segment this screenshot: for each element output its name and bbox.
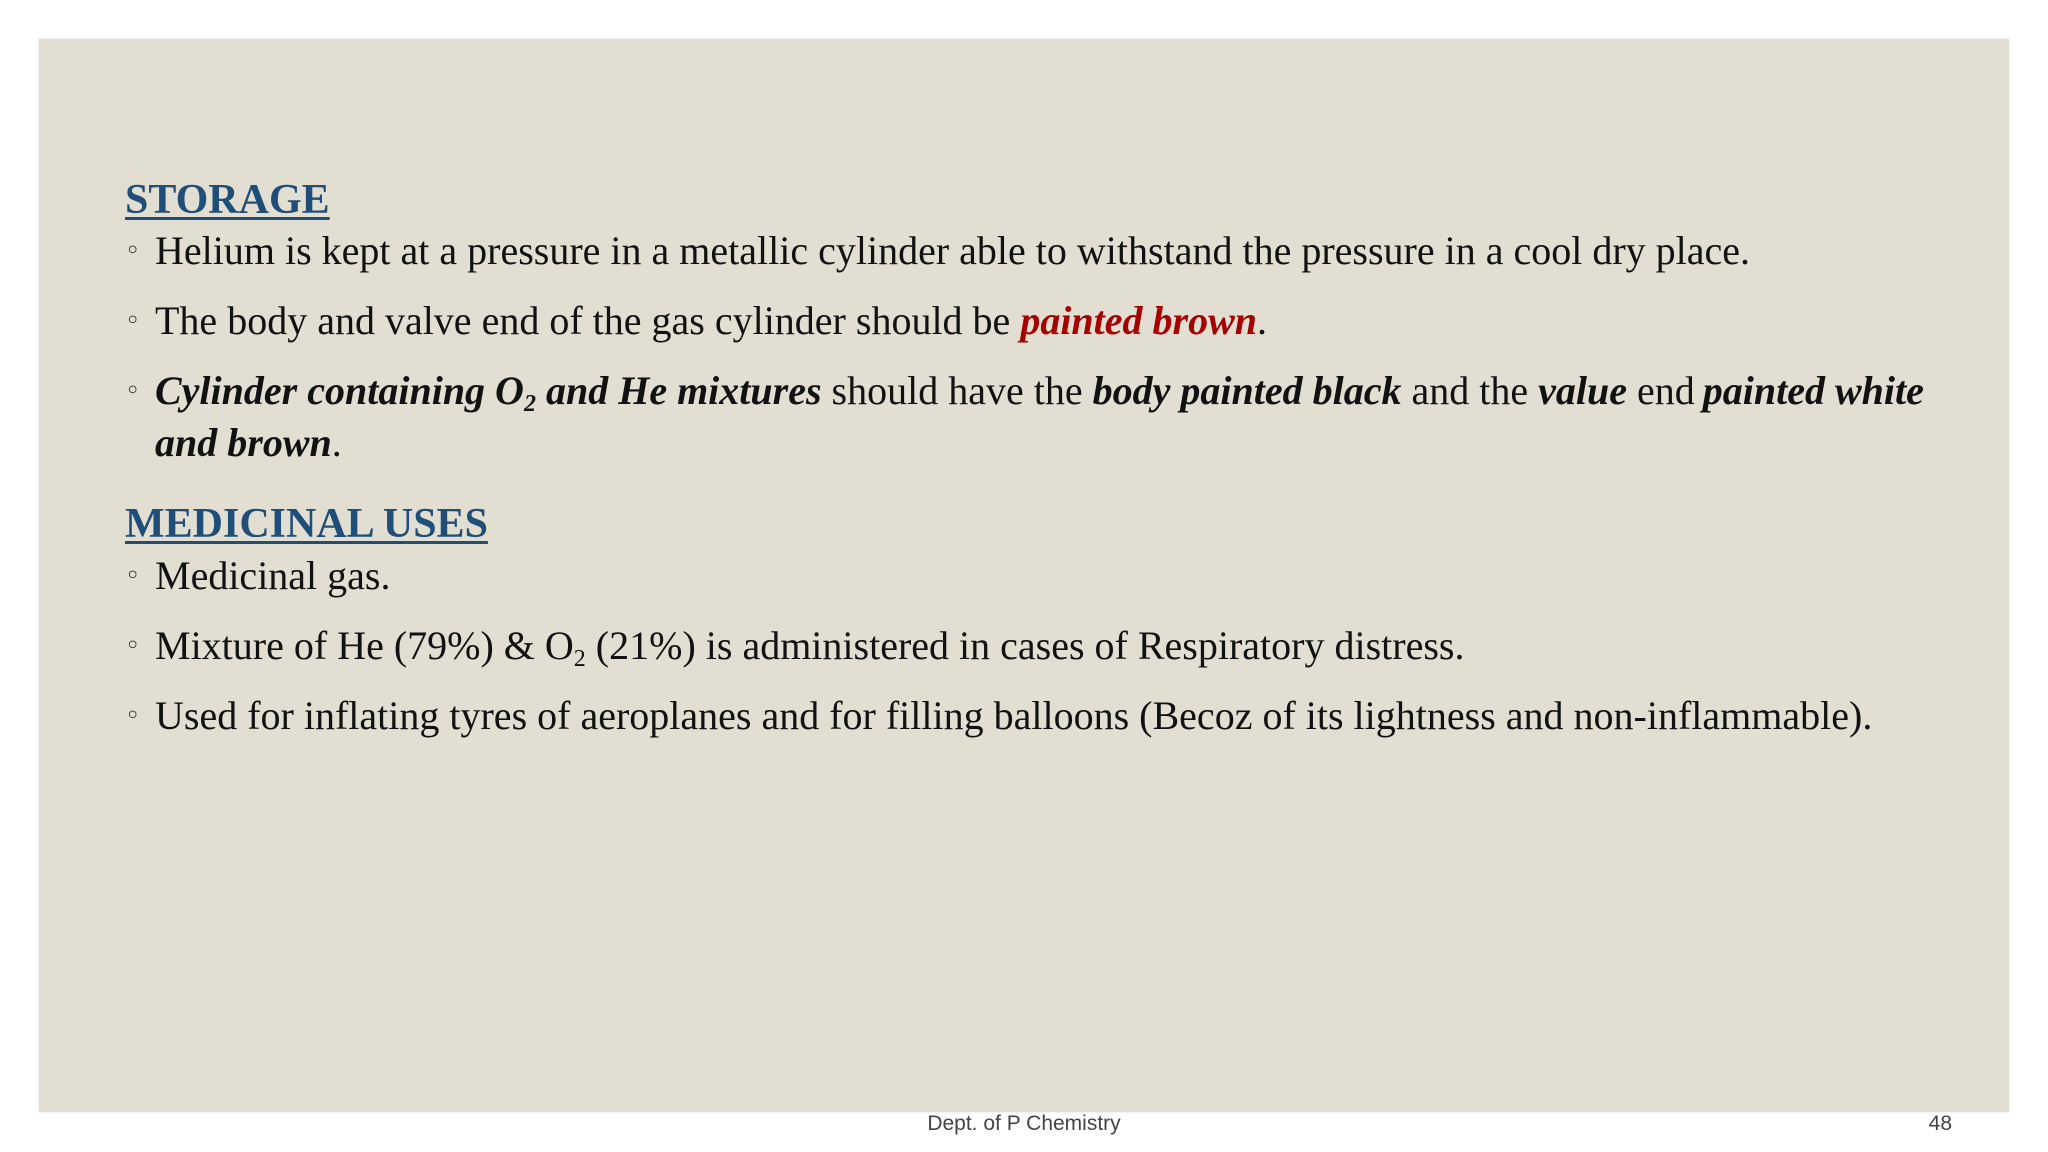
storage-heading: STORAGE xyxy=(125,177,330,223)
storage-bullet-3-part2: and He mixtures xyxy=(535,368,822,414)
bullet-circle-icon: ◦ xyxy=(125,236,141,267)
uses-bullet-1-text: Medicinal gas. xyxy=(155,552,391,598)
uses-bullet-2-part1: Mixture of He (79%) & O xyxy=(155,622,574,668)
storage-bullet-2 xyxy=(125,295,1925,347)
medicinal-uses-heading: MEDICINAL USES xyxy=(125,501,488,548)
uses-bullet-2-subscript: 2 xyxy=(573,645,586,672)
slide-content xyxy=(125,175,1925,760)
storage-bullet-3-subscript: 2 xyxy=(523,391,536,418)
bullet-circle-icon: ◦ xyxy=(125,630,141,661)
storage-bullet-2-text: The body and valve end of the gas cylinder should be xyxy=(155,298,1021,344)
uses-bullet-1 xyxy=(125,550,1925,602)
uses-bullet-2 xyxy=(125,620,1925,672)
storage-bullet-3-part1: Cylinder containing O xyxy=(155,368,524,414)
uses-bullet-3-text: Used for inflating tyres of aeroplanes and for filling balloons (Becoz of its lightness and non-inflammable). xyxy=(155,692,1873,738)
storage-bullet-1-text: Helium is kept at a pressure in a metallic cylinder able to withstand the pressure in a cool dry place. xyxy=(155,228,1751,274)
storage-bullet-3-part8: painted white and brown xyxy=(155,368,1924,466)
footer-department: Dept. of P Chemistry xyxy=(927,1112,1121,1135)
storage-bullet-3-part3: should have the xyxy=(821,368,1093,414)
bullet-circle-icon: ◦ xyxy=(125,306,141,337)
storage-bullet-3-part5: and the xyxy=(1401,368,1539,414)
storage-bullet-3-part6: value xyxy=(1538,368,1627,414)
storage-bullet-2-emphasis: painted brown xyxy=(1020,298,1258,344)
storage-bullet-list xyxy=(125,225,1925,469)
storage-bullet-3-part7: end xyxy=(1626,368,1705,414)
bullet-circle-icon: ◦ xyxy=(125,700,141,731)
storage-bullet-2-end: . xyxy=(1257,298,1268,344)
storage-bullet-3-part9: . xyxy=(331,420,342,466)
storage-bullet-3 xyxy=(125,365,1925,469)
uses-bullet-3 xyxy=(125,690,1925,742)
storage-bullet-3-part4: body painted black xyxy=(1092,368,1402,414)
medicinal-uses-section xyxy=(125,499,1925,741)
uses-bullet-2-part2: (21%) is administered in cases of Respiratory distress. xyxy=(585,622,1465,668)
slide xyxy=(39,39,2009,1135)
slide-page-number: 48 xyxy=(1928,1112,1952,1135)
bullet-circle-icon: ◦ xyxy=(125,560,141,591)
storage-section xyxy=(125,175,1925,469)
storage-bullet-1 xyxy=(125,225,1925,277)
medicinal-uses-bullet-list xyxy=(125,550,1925,742)
bullet-circle-icon: ◦ xyxy=(125,376,141,407)
